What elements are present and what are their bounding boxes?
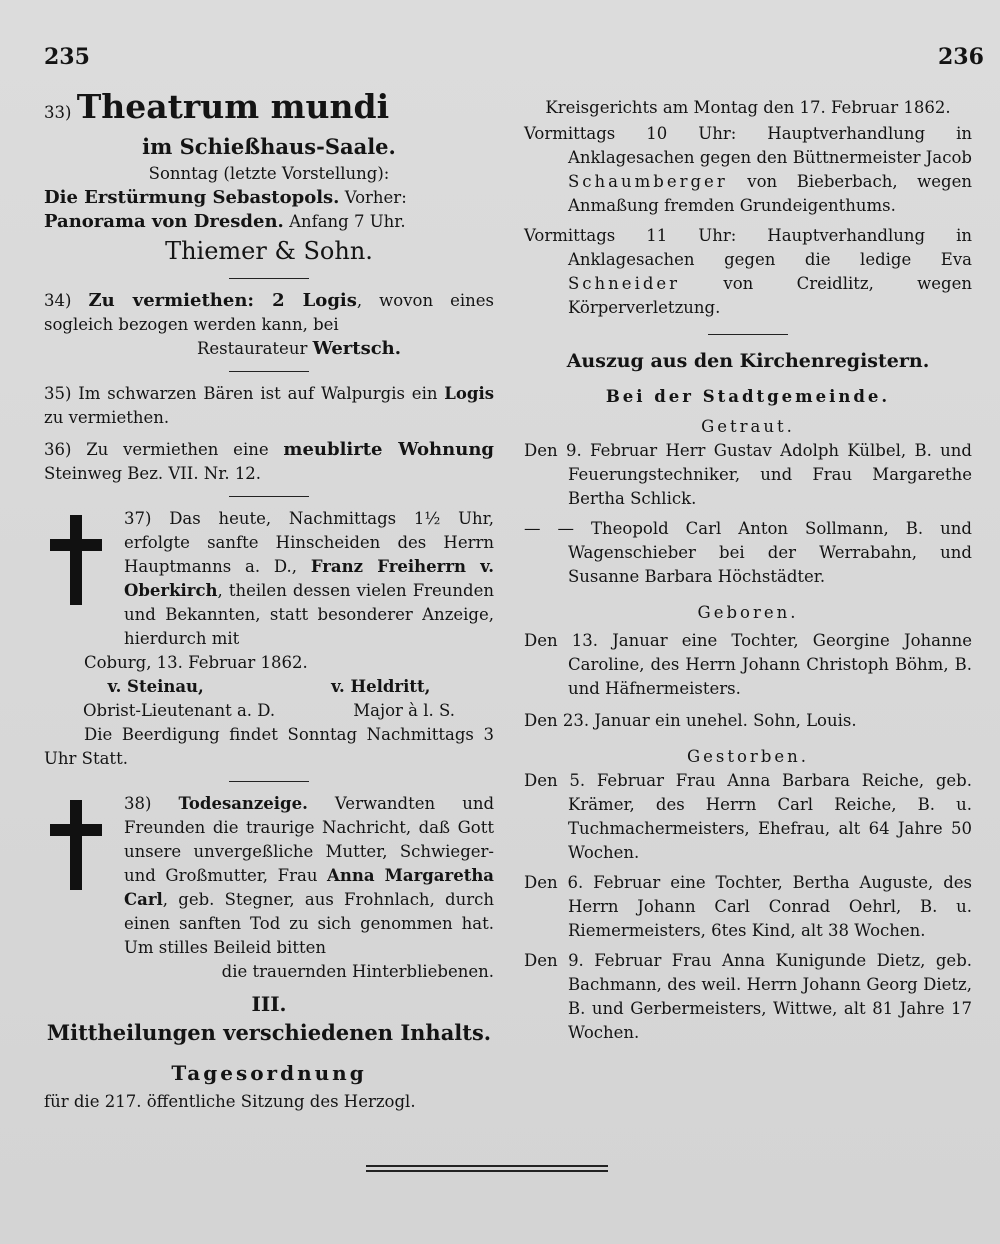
agenda-item-2 [524,224,972,320]
funeral-notice: Die Beerdigung findet Sonntag Nachmittags 3 Uhr Statt. [44,725,494,768]
deaths-heading: Gestorben. [686,747,810,766]
signatory-2: v. Heldritt, [331,677,431,696]
entry-text-rest: Steinweg Bez. VII. Nr. 12. [44,464,262,483]
marriages-heading: Getraut. [701,417,795,436]
parish-heading: Bei der Stadtgemeinde. [605,387,891,406]
deceased-name: Anna Margaretha Carl [124,866,495,909]
agenda-item-1 [524,122,972,218]
birth-record: Den 13. Januar eine Tochter, Georgine Johanne Caroline, des Herrn Johann Christoph Böhm, B. und Häfnermeisters. [524,631,972,698]
divider [708,334,788,335]
marriage-record: — — Theopold Carl Anton Sollmann, B. und Wagenschieber bei der Werrabahn, und Susanne Barbara Höchstädter. [524,519,972,586]
theatre-signature: Thiemer & Sohn. [165,237,373,265]
signature-title: Restaurateur [196,339,313,358]
theatre-time: Anfang 7 Uhr. [283,212,406,231]
cross-icon [50,800,102,890]
death-notice-heading: Todesanzeige. [178,794,308,813]
entry-37 [44,507,494,771]
defendant-name: Schaumberger [568,172,728,191]
defendant-name: Schneider [568,274,681,293]
entry-text: 36) Zu vermiethen eine [44,440,284,459]
right-column [524,96,972,1045]
entry-35 [44,382,494,430]
entry-33 [44,88,494,268]
theatre-program: Die Erstürmung Sebastopols. [44,187,340,208]
signature-name: Wertsch. [312,338,402,359]
entry-number: 33) [44,103,72,122]
marriage-record: Den 9. Februar Herr Gustav Adolph Külbel, B. und Feuerungstechniker, und Frau Margarethe Bertha Schlick. [524,441,972,508]
theatre-program-rest: Vorher: [339,188,407,207]
agenda-continuation: Kreisgerichts am Montag den 17. Februar 1862. [545,98,951,117]
agenda-item-text: Vormittags 10 Uhr: Hauptverhandlung in Anklagesachen gegen den Büttnermeister Jacob [524,124,972,167]
divider [229,278,309,279]
section-number: III. [251,992,287,1016]
entry-text: 35) Im schwarzen Bären ist auf Walpurgis ein [44,384,445,403]
church-register-heading: Auszug aus den Kirchenregistern. [566,350,930,372]
divider [229,371,309,372]
bottom-double-rule [366,1165,608,1175]
left-column [44,88,494,1114]
death-record: Den 5. Februar Frau Anna Barbara Reiche, geb. Krämer, des Herrn Carl Reiche, B. u. Tuchmachermeisters, Ehefrau, alt 64 Jahre 50 Wochen. [524,771,972,862]
death-notice-text-2: , geb. Stegner, aus Frohnlach, durch einen sanften Tod zu sich genommen hat. Um stilles Beileid bitten [124,890,494,957]
agenda-line: für die 217. öffentliche Sitzung des Herzogl. [44,1092,416,1111]
entry-number: 38) [124,794,152,813]
agenda-title: Tagesordnung [171,1061,367,1085]
deceased-name: Franz Freiherrn v. Oberkirch [124,557,494,600]
entry-bold: Logis [444,384,494,403]
agenda-item-rest: von Bieberbach, wegen Anmaßung fremden Grundeigenthums. [568,172,972,215]
signatory-1-rank: Obrist-Lieutenant a. D. [83,701,276,720]
entry-36 [44,438,494,486]
entry-number: 34) [44,291,72,310]
entry-34 [44,289,494,361]
signatory-1: v. Steinau, [107,677,204,696]
theatre-program-2: Panorama von Dresden. [44,211,284,232]
obituary-place-date: Coburg, 13. Februar 1862. [84,653,308,672]
entry-38 [44,792,494,984]
rental-heading: Zu vermiethen: 2 Logis [88,290,357,311]
entry-text-rest: zu vermiethen. [44,408,170,427]
theatre-line: Sonntag (letzte Vorstellung): [148,164,390,183]
theatre-title: Theatrum mundi [76,87,390,126]
birth-record: Den 23. Januar ein unehel. Sohn, Louis. [524,711,857,730]
section-title: Mittheilungen verschiedenen Inhalts. [46,1020,492,1045]
signatory-2-rank: Major à l. S. [353,701,455,720]
agenda-item-rest: von Creidlitz, wegen Körperverletzung. [568,274,972,317]
divider [229,781,309,782]
rental-text: , wovon eines sogleich bezogen werden kann, bei [44,291,494,334]
births-heading: Geboren. [697,603,799,622]
cross-icon [50,515,102,605]
agenda-item-text: Vormittags 11 Uhr: Hauptverhandlung in Anklagesachen gegen die ledige Eva [524,226,972,269]
death-record: Den 6. Februar eine Tochter, Bertha Auguste, des Herrn Johann Carl Conrad Oehrl, B. u. Riemermeisters, 6tes Kind, alt 38 Wochen. [524,873,972,940]
obituary-text: 37) Das heute, Nachmittags 1½ Uhr, erfolgte sanfte Hinscheiden des Herrn Hauptmanns a. D., [124,509,494,576]
death-record: Den 9. Februar Frau Anna Kunigunde Dietz, geb. Bachmann, des weil. Herrn Johann Georg Dietz, B. und Gerbermeisters, Wittwe, alt 81 Jahre 17 Wochen. [524,951,972,1042]
divider [229,496,309,497]
entry-bold: meublirte Wohnung [283,439,494,460]
bereaved-signature: die trauernden Hinterbliebenen. [221,962,494,981]
page-number-right: 236 [938,44,984,70]
page-number-left: 235 [44,44,90,70]
obituary-text-2: , theilen dessen vielen Freunden und Bekannten, statt besonderer Anzeige, hierdurch mit [124,581,494,648]
death-notice-text: Verwandten und Freunden die traurige Nachricht, daß Gott unsere unvergeßliche Mutter, Schwieger- und Großmutter, Frau [124,794,495,885]
theatre-subtitle: im Schießhaus-Saale. [142,134,396,159]
